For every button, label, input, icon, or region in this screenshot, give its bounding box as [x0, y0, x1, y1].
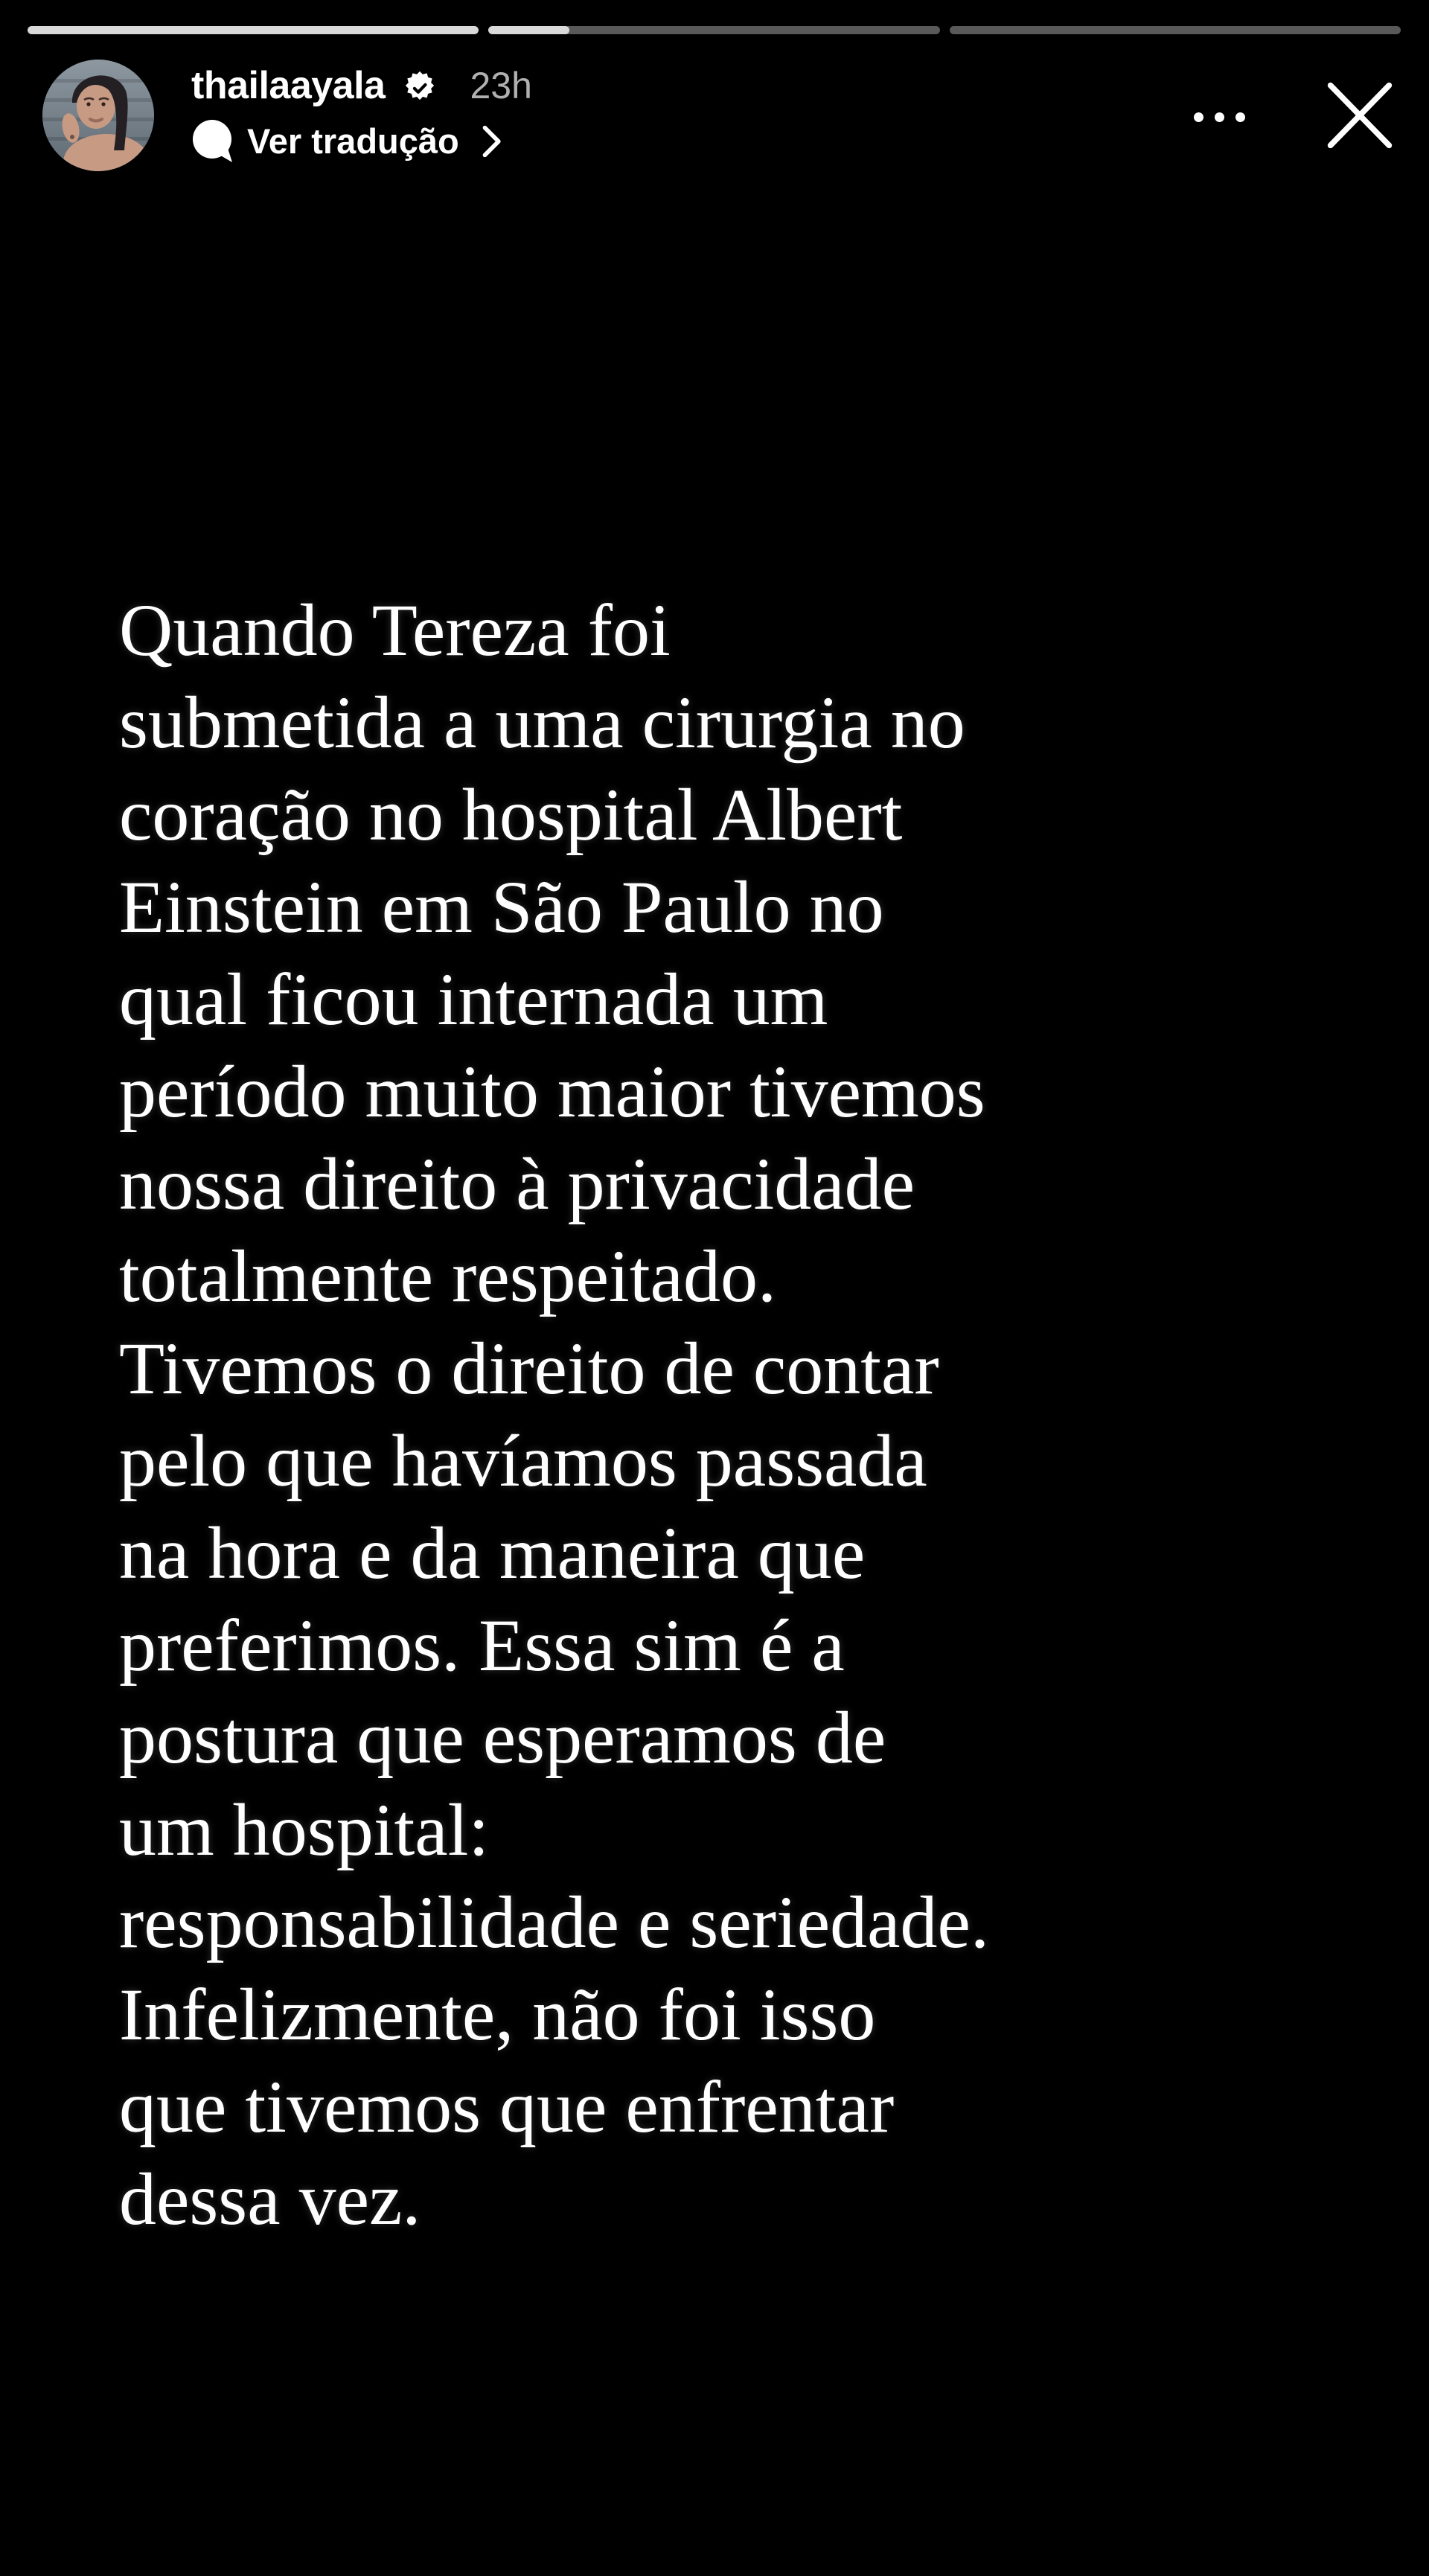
progress-segment — [28, 26, 479, 34]
more-options-icon — [1235, 112, 1245, 122]
username[interactable]: thailaayala — [191, 64, 386, 107]
story-text-line: nossa direito à privacidade — [119, 1142, 915, 1225]
story-text-line: responsabilidade e seriedade. — [119, 1881, 989, 1963]
story-text-line: Infelizmente, não foi isso — [119, 1973, 876, 2056]
speech-bubble-icon — [193, 120, 235, 163]
close-button[interactable] — [1317, 73, 1402, 158]
story-text-line: dessa vez. — [119, 2158, 421, 2240]
story-text-line: um hospital: — [119, 1789, 490, 1871]
story-header — [191, 63, 532, 109]
verified-badge-icon — [403, 68, 437, 103]
story-text — [119, 584, 989, 2246]
progress-segment-fill — [488, 26, 569, 34]
progress-segment — [488, 26, 939, 34]
see-translation-label: Ver tradução — [247, 121, 459, 161]
story-text-line: coração no hospital Albert — [119, 773, 903, 856]
close-icon — [1324, 79, 1396, 152]
story-text-line: na hora e da maneira que — [119, 1512, 866, 1594]
more-options-button[interactable] — [1188, 97, 1250, 137]
avatar[interactable] — [42, 60, 154, 171]
story-text-line: Einstein em São Paulo no — [119, 866, 884, 948]
story-text-line: Quando Tereza foi — [119, 589, 671, 671]
story-text-line: Tivemos o direito de contar — [119, 1327, 939, 1410]
story-text-line: totalmente respeitado. — [119, 1235, 777, 1317]
story-text-line: submetida a uma cirurgia no — [119, 681, 965, 764]
chevron-right-icon — [479, 124, 504, 159]
progress-segment-fill — [28, 26, 479, 34]
story-text-line: pelo que havíamos passada — [119, 1419, 927, 1502]
story-text-line: qual ficou internada um — [119, 958, 828, 1041]
story-progress-bar — [28, 26, 1401, 34]
progress-segment — [950, 26, 1401, 34]
see-translation-button[interactable] — [193, 119, 504, 164]
story-text-line: postura que esperamos de — [119, 1696, 886, 1779]
story-text-line: preferimos. Essa sim é a — [119, 1604, 845, 1687]
story-text-line: período muito maior tivemos — [119, 1050, 985, 1133]
avatar-photo — [42, 60, 154, 171]
more-options-icon — [1194, 112, 1203, 122]
story-text-line: que tivemos que enfrentar — [119, 2065, 895, 2148]
more-options-icon — [1215, 112, 1224, 122]
story-timestamp: 23h — [470, 65, 532, 106]
